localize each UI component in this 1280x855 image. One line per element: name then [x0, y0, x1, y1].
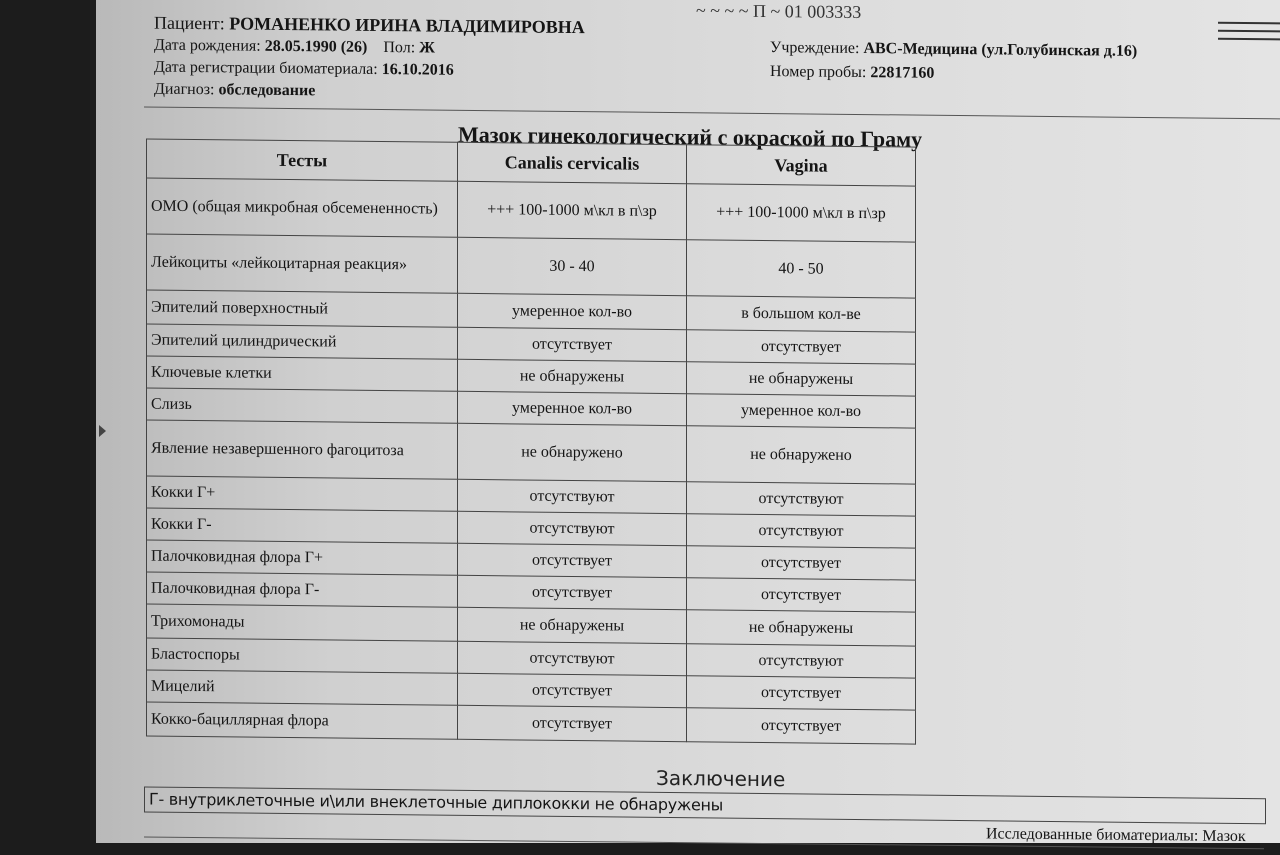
cervicalis-value: не обнаружено — [458, 423, 687, 481]
vagina-value: +++ 100-1000 м\кл в п\зр — [687, 184, 916, 242]
test-name: Эпителий поверхностный — [147, 290, 458, 327]
test-name: Мицелий — [147, 670, 458, 705]
test-name: Ключевые клетки — [147, 356, 458, 391]
table-row — [147, 178, 916, 242]
footer-biomaterials: Исследованные биоматериалы: Мазок — [986, 825, 1246, 846]
dob-line — [154, 37, 435, 58]
vagina-value: в большом кол-ве — [687, 296, 916, 332]
cervicalis-value: отсутствует — [458, 575, 687, 609]
test-name: Трихомонады — [147, 604, 458, 641]
patient-label: Пациент: — [154, 12, 225, 34]
cervicalis-value: отсутствуют — [458, 511, 687, 545]
dob-label: Дата рождения: — [154, 36, 261, 55]
header-cervicalis: Canalis cervicalis — [458, 142, 687, 183]
diagnosis-value: обследование — [218, 81, 316, 100]
vagina-value: не обнаружено — [687, 426, 916, 484]
cervicalis-value: отсутствует — [458, 543, 687, 577]
table-row — [147, 702, 916, 744]
vagina-value: умеренное кол-во — [687, 394, 916, 428]
patient-line — [154, 13, 585, 39]
diagnosis-label: Диагноз: — [154, 80, 215, 99]
institution-value: АВС-Медицина (ул.Голубинская д.16) — [863, 40, 1138, 60]
cervicalis-value: не обнаружены — [458, 359, 687, 393]
test-name: Кокки Г- — [147, 508, 458, 543]
cervicalis-value: отсутствует — [458, 327, 687, 361]
cervicalis-value: отсутствует — [458, 705, 687, 741]
cervicalis-value: 30 - 40 — [458, 237, 687, 295]
patient-name: РОМАНЕНКО ИРИНА ВЛАДИМИРОВНА — [229, 13, 585, 38]
report-title: Мазок гинекологический с окраской по Граму — [458, 121, 923, 152]
vagina-value: не обнаружены — [687, 610, 916, 646]
results-table — [146, 139, 916, 745]
registration-label: Дата регистрации биоматериала: — [154, 58, 378, 78]
vagina-value: отсутствует — [687, 676, 916, 710]
test-name: Явление незавершенного фагоцитоза — [147, 420, 458, 479]
header-vagina: Vagina — [687, 145, 916, 186]
monitor-screen — [96, 0, 1280, 846]
vagina-value: 40 - 50 — [687, 240, 916, 298]
corner-lines — [1218, 22, 1280, 57]
test-name: Лейкоциты «лейкоцитарная реакция» — [147, 234, 458, 293]
test-name: Слизь — [147, 388, 458, 423]
cervicalis-value: отсутствует — [458, 673, 687, 707]
header-tests: Тесты — [147, 139, 458, 181]
cervicalis-value: не обнаружены — [458, 607, 687, 643]
institution-label: Учреждение: — [770, 39, 860, 57]
test-name: Кокко-бациллярная флора — [147, 702, 458, 739]
vagina-value: отсутствует — [687, 578, 916, 612]
diagnosis-line — [154, 81, 315, 101]
sex-label: Пол: — [383, 39, 416, 57]
registration-line — [154, 59, 454, 80]
vagina-value: не обнаружены — [687, 362, 916, 396]
test-name: Палочковидная флора Г- — [147, 572, 458, 607]
sample-line — [770, 63, 934, 83]
cervicalis-value: +++ 100-1000 м\кл в п\зр — [458, 181, 687, 239]
sample-value: 22817160 — [870, 64, 935, 82]
cervicalis-value: умеренное кол-во — [458, 293, 687, 329]
vagina-value: отсутствуют — [687, 644, 916, 678]
registration-value: 16.10.2016 — [381, 60, 454, 79]
table-row — [147, 420, 916, 484]
vagina-value: отсутствует — [687, 330, 916, 364]
conclusion-title: Заключение — [656, 765, 786, 792]
test-name: ОМО (общая микробная обсемененность) — [147, 178, 458, 237]
test-name: Бластоспоры — [147, 638, 458, 673]
vagina-value: отсутствует — [687, 546, 916, 580]
vagina-value: отсутствуют — [687, 514, 916, 548]
conclusion-text: Г- внутриклеточные и\или внеклеточные диплококки не обнаружены — [144, 787, 1266, 825]
sample-label: Номер пробы: — [770, 63, 867, 82]
vagina-value: отсутствует — [687, 708, 916, 744]
lab-report-page — [96, 0, 1280, 855]
test-name: Палочковидная флора Г+ — [147, 540, 458, 575]
table-row — [147, 234, 916, 298]
dob-value: 28.05.1990 (26) — [264, 37, 368, 56]
test-name: Кокки Г+ — [147, 476, 458, 511]
vagina-value: отсутствуют — [687, 482, 916, 516]
cervicalis-value: отсутствуют — [458, 479, 687, 513]
test-name: Эпителий цилиндрический — [147, 324, 458, 359]
cervicalis-value: умеренное кол-во — [458, 391, 687, 425]
sex-value: Ж — [419, 39, 435, 57]
header-divider — [144, 107, 1280, 120]
cervicalis-value: отсутствуют — [458, 641, 687, 675]
institution-line — [770, 39, 1137, 61]
top-fragment: ~ ~ ~ ~ П ~ 01 003333 — [696, 0, 862, 23]
